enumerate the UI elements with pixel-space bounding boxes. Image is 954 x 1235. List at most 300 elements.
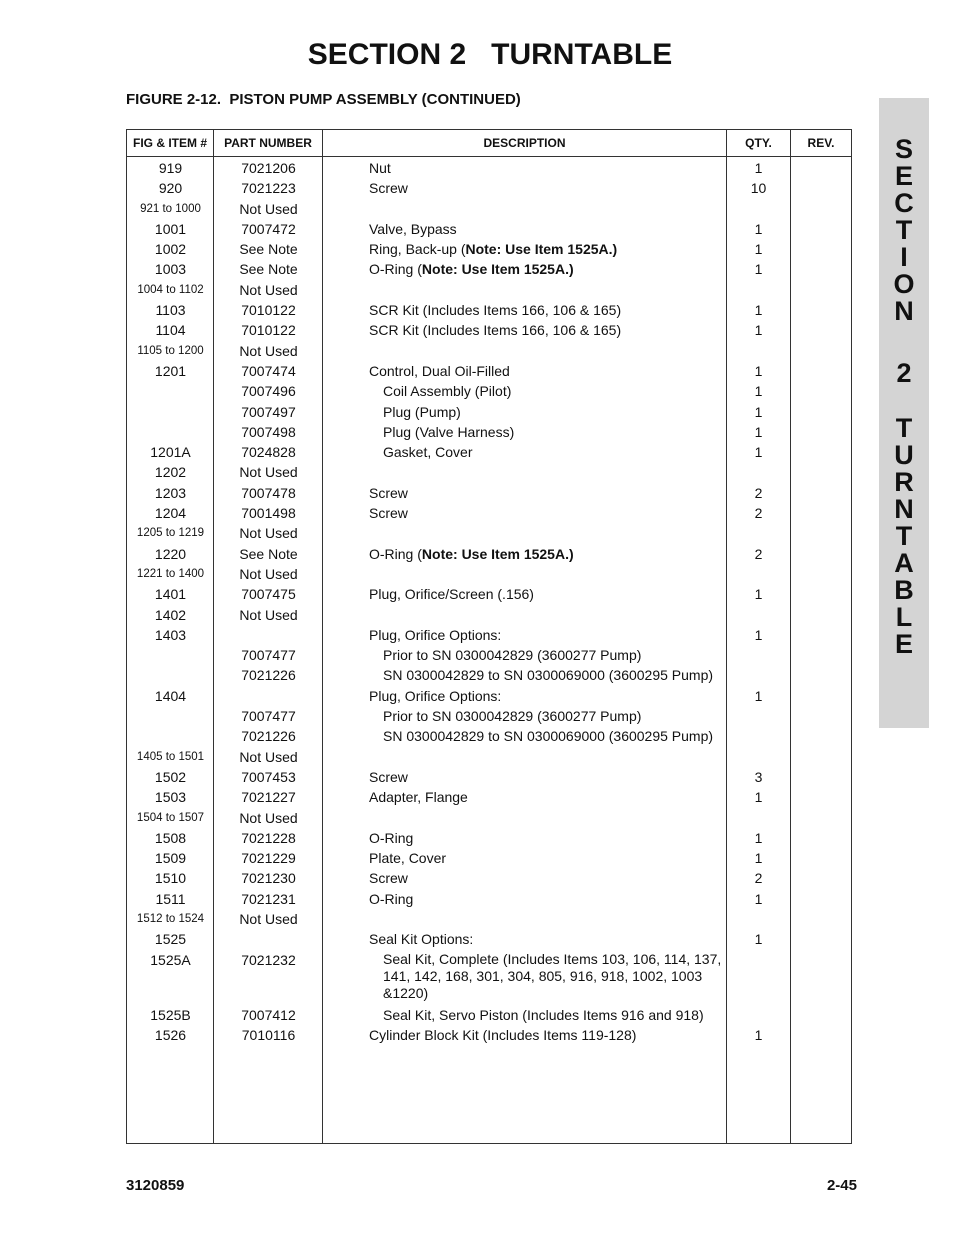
description-text: Gasket, Cover [383, 444, 473, 461]
cell-description [323, 199, 727, 219]
description-text: Prior to SN 0300042829 (3600277 Pump) [383, 647, 642, 664]
cell-part-number [214, 686, 323, 706]
cell-description [323, 909, 727, 929]
cell-qty [727, 462, 791, 482]
cell-qty: 1 [754, 829, 763, 846]
cell-part-number: 7024828 [241, 444, 296, 461]
parts-table [126, 129, 852, 1144]
cell-description [323, 381, 727, 401]
sidebar-letter: C [894, 188, 914, 218]
description-text: Seal Kit, Complete (Includes Items 103, 106, 114, 137, 141, 142, 168, 301, 304, 805, 916, 918, 1002, 1003 &1220) [383, 950, 722, 1001]
sidebar-letter: E [894, 629, 913, 659]
cell-fig-item: 1405 to 1501 [136, 750, 205, 763]
cell-description [323, 828, 727, 848]
cell-qty: 2 [754, 484, 763, 501]
cell-part-number: 7007477 [241, 708, 296, 725]
cell-rev [791, 726, 851, 746]
cell-rev [791, 1005, 851, 1025]
cell-fig-item: 921 to 1000 [140, 202, 201, 215]
cell-part-number: Not Used [239, 565, 298, 582]
header-qty: QTY. [745, 136, 772, 150]
cell-part-number: 7021228 [241, 829, 296, 846]
cell-part-number: Not Used [239, 910, 298, 927]
cell-rev [791, 767, 851, 787]
sidebar-letter: S [894, 134, 913, 164]
cell-part-number: 7021229 [241, 850, 296, 867]
cell-part-number: 7007498 [241, 423, 296, 440]
description-note: Note: Use Item 1525A.) [421, 545, 574, 562]
sidebar-letter: N [894, 494, 914, 524]
cell-fig-item: 1403 [154, 626, 187, 643]
cell-fig-item: 1202 [154, 464, 187, 481]
table-row [127, 1005, 851, 1025]
cell-rev [791, 341, 851, 361]
cell-description [323, 584, 727, 604]
sidebar-letter: T [895, 413, 913, 443]
cell-description [323, 1005, 727, 1025]
figure-title: FIGURE 2-12. PISTON PUMP ASSEMBLY (CONTINUED) [126, 91, 521, 108]
cell-part-number: 7021230 [241, 870, 296, 887]
cell-fig-item: 1525A [150, 951, 191, 968]
table-row [127, 219, 851, 239]
cell-part-number: 7010122 [241, 322, 296, 339]
table-body [127, 158, 851, 1045]
table-row [127, 584, 851, 604]
cell-part-number: See Note [239, 241, 298, 258]
cell-part-number: 7007453 [241, 768, 296, 785]
table-row [127, 645, 851, 665]
table-row [127, 787, 851, 807]
cell-qty: 1 [754, 261, 763, 278]
description-text: Screw [369, 505, 408, 522]
description-text: SN 0300042829 to SN 0300069000 (3600295 Pump) [383, 667, 714, 684]
description-text: O-Ring [369, 890, 414, 907]
cell-part-number: Not Used [239, 200, 298, 217]
cell-qty: 10 [750, 180, 767, 197]
cell-fig-item: 919 [158, 160, 183, 176]
table-row [127, 929, 851, 949]
cell-fig-item: 1508 [154, 829, 187, 846]
cell-rev [791, 889, 851, 909]
cell-rev [791, 158, 851, 178]
description-text: Seal Kit Options: [369, 931, 474, 948]
cell-description [323, 442, 727, 462]
description-note: Note: Use Item 1525A.) [465, 241, 618, 258]
cell-rev [791, 686, 851, 706]
cell-qty: 1 [754, 403, 763, 420]
section-sidebar-tab [879, 98, 929, 728]
description-text: Plug, Orifice/Screen (.156) [369, 586, 534, 603]
cell-description [323, 341, 727, 361]
cell-qty: 1 [754, 931, 763, 948]
cell-qty: 1 [754, 1026, 763, 1043]
cell-part-number: Not Used [239, 606, 298, 623]
cell-part-number: 7007412 [241, 1006, 296, 1023]
cell-fig-item: 1004 to 1102 [137, 283, 204, 296]
header-divider [127, 156, 851, 157]
cell-fig-item [127, 422, 214, 442]
description-text: Valve, Bypass [369, 220, 457, 237]
cell-qty [727, 341, 791, 361]
cell-part-number: 7021231 [241, 890, 296, 907]
cell-part-number: 7021227 [241, 789, 296, 806]
cell-fig-item: 1002 [154, 241, 187, 258]
header-part-number: PART NUMBER [224, 136, 312, 150]
cell-qty: 1 [754, 322, 763, 339]
cell-rev [791, 259, 851, 279]
description-text: Seal Kit, Servo Piston (Includes Items 916 and 918) [383, 1006, 704, 1023]
cell-qty: 1 [754, 626, 763, 643]
table-row [127, 178, 851, 198]
cell-fig-item [127, 402, 214, 422]
description-text: SCR Kit (Includes Items 166, 106 & 165) [369, 322, 622, 339]
cell-qty [727, 199, 791, 219]
cell-qty [727, 605, 791, 625]
cell-qty: 1 [754, 850, 763, 867]
description-text: Screw [369, 768, 408, 785]
table-row [127, 158, 851, 178]
cell-fig-item: 920 [158, 180, 183, 197]
cell-qty [727, 1005, 791, 1025]
cell-description [323, 158, 727, 178]
cell-rev [791, 706, 851, 726]
cell-fig-item: 1103 [155, 302, 186, 319]
sidebar-letter: T [895, 521, 913, 551]
table-row [127, 950, 851, 1005]
table-row [127, 523, 851, 543]
cell-fig-item [127, 645, 214, 665]
description-text: Plate, Cover [369, 850, 447, 867]
description-text: O-Ring ( [369, 261, 422, 278]
cell-description [323, 462, 727, 482]
cell-fig-item [127, 706, 214, 726]
description-text: Cylinder Block Kit (Includes Items 119-128) [369, 1026, 637, 1043]
cell-part-number: 7001498 [241, 505, 296, 522]
table-row [127, 300, 851, 320]
table-row [127, 767, 851, 787]
cell-part-number: 7010116 [241, 1026, 296, 1043]
cell-fig-item: 1504 to 1507 [136, 811, 205, 824]
cell-part-number: Not Used [239, 342, 298, 359]
header-fig-item: FIG & ITEM # [132, 136, 207, 150]
sidebar-letter: O [893, 269, 915, 299]
cell-part-number: Not Used [239, 525, 298, 542]
cell-rev [791, 523, 851, 543]
cell-qty [727, 950, 791, 1005]
cell-description [323, 239, 727, 259]
sidebar-letter: B [894, 575, 914, 605]
cell-part-number: 7007475 [241, 586, 296, 603]
cell-qty: 2 [754, 505, 763, 522]
table-row [127, 564, 851, 584]
cell-rev [791, 808, 851, 828]
cell-description [323, 483, 727, 503]
cell-fig-item: 1526 [154, 1026, 187, 1043]
cell-qty: 1 [754, 444, 763, 461]
table-row [127, 280, 851, 300]
cell-description [323, 605, 727, 625]
cell-description [323, 787, 727, 807]
cell-rev [791, 828, 851, 848]
cell-qty: 1 [754, 241, 763, 258]
description-text: Ring, Back-up ( [369, 241, 466, 258]
cell-rev [791, 442, 851, 462]
cell-fig-item: 1510 [154, 870, 187, 887]
cell-qty [727, 280, 791, 300]
description-text: Control, Dual Oil-Filled [369, 362, 510, 379]
cell-description [323, 706, 727, 726]
cell-rev [791, 361, 851, 381]
description-text: Nut [369, 160, 391, 176]
cell-part-number: 7007497 [241, 403, 296, 420]
cell-fig-item: 1402 [154, 606, 187, 623]
cell-part-number: 7007477 [241, 647, 296, 664]
cell-qty [727, 665, 791, 685]
description-text: Screw [369, 180, 408, 197]
cell-fig-item: 1104 [155, 322, 186, 339]
table-row [127, 1025, 851, 1045]
sidebar-letter: A [894, 548, 914, 578]
cell-rev [791, 280, 851, 300]
cell-rev [791, 848, 851, 868]
cell-description [323, 950, 727, 1005]
cell-fig-item: 1503 [154, 789, 187, 806]
cell-description [323, 889, 727, 909]
cell-rev [791, 239, 851, 259]
cell-fig-item: 1203 [154, 484, 187, 501]
cell-part-number: 7007478 [241, 484, 296, 501]
cell-part-number: See Note [239, 261, 298, 278]
cell-part-number: 7007472 [241, 220, 296, 237]
table-row [127, 199, 851, 219]
cell-qty [727, 564, 791, 584]
sidebar-letter: T [895, 215, 913, 245]
table-row [127, 239, 851, 259]
cell-rev [791, 422, 851, 442]
sidebar-letter: R [894, 467, 914, 497]
cell-rev [791, 300, 851, 320]
description-note: Note: Use Item 1525A.) [421, 261, 574, 278]
cell-description [323, 320, 727, 340]
table-row [127, 381, 851, 401]
cell-fig-item: 1525B [150, 1006, 191, 1023]
cell-description [323, 665, 727, 685]
cell-description [323, 645, 727, 665]
cell-rev [791, 787, 851, 807]
table-row [127, 625, 851, 645]
cell-description [323, 178, 727, 198]
sidebar-letter: 2 [896, 358, 912, 388]
cell-description [323, 422, 727, 442]
table-row [127, 868, 851, 888]
cell-part-number: 7021206 [241, 160, 296, 176]
cell-qty: 1 [754, 890, 763, 907]
cell-rev [791, 320, 851, 340]
description-text: Prior to SN 0300042829 (3600277 Pump) [383, 708, 642, 725]
cell-part-number: Not Used [239, 809, 298, 826]
cell-part-number: Not Used [239, 748, 298, 765]
cell-description [323, 300, 727, 320]
cell-part-number: See Note [239, 545, 298, 562]
cell-description [323, 219, 727, 239]
sidebar-letter: I [900, 242, 908, 272]
table-row [127, 361, 851, 381]
cell-description [323, 686, 727, 706]
cell-qty: 1 [754, 687, 763, 704]
cell-description [323, 747, 727, 767]
cell-part-number [214, 625, 323, 645]
cell-fig-item: 1509 [154, 850, 187, 867]
table-row [127, 442, 851, 462]
table-row [127, 686, 851, 706]
cell-part-number: Not Used [239, 281, 298, 298]
cell-qty: 2 [754, 870, 763, 887]
cell-part-number: 7007474 [241, 362, 296, 379]
cell-rev [791, 584, 851, 604]
cell-qty: 1 [754, 586, 763, 603]
cell-fig-item: 1511 [155, 890, 186, 907]
cell-rev [791, 178, 851, 198]
cell-description [323, 625, 727, 645]
cell-fig-item: 1205 to 1219 [136, 527, 205, 540]
cell-description [323, 1025, 727, 1045]
cell-qty [727, 706, 791, 726]
header-description: DESCRIPTION [483, 136, 566, 150]
cell-qty [727, 645, 791, 665]
cell-qty [727, 726, 791, 746]
cell-part-number: 7021226 [241, 667, 296, 684]
sidebar-letter: U [894, 440, 914, 470]
cell-rev [791, 544, 851, 564]
table-row [127, 848, 851, 868]
cell-rev [791, 1025, 851, 1045]
cell-fig-item: 1404 [154, 687, 187, 704]
cell-part-number: 7021223 [241, 180, 296, 197]
cell-rev [791, 929, 851, 949]
cell-rev [791, 199, 851, 219]
description-text: Plug, Orifice Options: [369, 626, 502, 643]
table-row [127, 422, 851, 442]
cell-description [323, 929, 727, 949]
cell-rev [791, 625, 851, 645]
cell-fig-item: 1220 [154, 545, 187, 562]
page-number: 2-45 [826, 1177, 857, 1194]
cell-description [323, 868, 727, 888]
cell-rev [791, 605, 851, 625]
cell-fig-item: 1201 [154, 362, 187, 379]
cell-qty [727, 523, 791, 543]
cell-description [323, 361, 727, 381]
cell-qty [727, 747, 791, 767]
table-row [127, 544, 851, 564]
cell-part-number: 7021232 [241, 951, 296, 968]
cell-qty: 1 [754, 160, 763, 176]
cell-part-number [214, 929, 323, 949]
description-text: SCR Kit (Includes Items 166, 106 & 165) [369, 302, 622, 319]
document-number: 3120859 [126, 1177, 185, 1194]
cell-rev [791, 665, 851, 685]
cell-part-number: 7007496 [241, 383, 296, 400]
cell-qty: 2 [754, 545, 763, 562]
cell-rev [791, 950, 851, 1005]
cell-description [323, 259, 727, 279]
cell-rev [791, 868, 851, 888]
cell-fig-item: 1105 to 1200 [137, 344, 204, 357]
description-text: Screw [369, 870, 408, 887]
cell-rev [791, 747, 851, 767]
table-row [127, 909, 851, 929]
cell-rev [791, 462, 851, 482]
cell-description [323, 523, 727, 543]
cell-description [323, 726, 727, 746]
description-text: O-Ring [369, 829, 414, 846]
description-text: O-Ring ( [369, 545, 422, 562]
cell-rev [791, 909, 851, 929]
cell-part-number: 7010122 [241, 302, 296, 319]
cell-qty [727, 808, 791, 828]
cell-fig-item: 1221 to 1400 [136, 567, 205, 580]
sidebar-letter: L [895, 602, 913, 632]
cell-description [323, 503, 727, 523]
description-text: SN 0300042829 to SN 0300069000 (3600295 Pump) [383, 728, 714, 745]
cell-qty [727, 909, 791, 929]
cell-qty: 3 [754, 768, 763, 785]
cell-description [323, 544, 727, 564]
sidebar-letter: E [894, 161, 913, 191]
table-row [127, 259, 851, 279]
cell-fig-item: 1201A [150, 444, 191, 461]
table-row [127, 483, 851, 503]
cell-fig-item: 1003 [154, 261, 187, 278]
cell-fig-item [127, 381, 214, 401]
page-title: SECTION 2 TURNTABLE [307, 38, 673, 71]
cell-qty: 1 [754, 383, 763, 400]
table-row [127, 402, 851, 422]
table-row [127, 503, 851, 523]
table-row [127, 462, 851, 482]
cell-fig-item [127, 726, 214, 746]
description-text: Plug (Pump) [383, 403, 461, 420]
table-row [127, 726, 851, 746]
cell-rev [791, 381, 851, 401]
description-text: Adapter, Flange [369, 789, 468, 806]
description-text: Plug (Valve Harness) [383, 423, 515, 440]
cell-qty: 1 [754, 302, 763, 319]
cell-description [323, 564, 727, 584]
cell-description [323, 848, 727, 868]
description-text: Screw [369, 484, 408, 501]
cell-rev [791, 503, 851, 523]
table-row [127, 341, 851, 361]
table-row [127, 828, 851, 848]
cell-rev [791, 402, 851, 422]
cell-fig-item [127, 665, 214, 685]
table-row [127, 605, 851, 625]
cell-description [323, 280, 727, 300]
table-row [127, 320, 851, 340]
description-text: Coil Assembly (Pilot) [383, 383, 512, 400]
cell-qty: 1 [754, 220, 763, 237]
cell-rev [791, 483, 851, 503]
description-text: Plug, Orifice Options: [369, 687, 502, 704]
cell-description [323, 767, 727, 787]
cell-fig-item: 1204 [154, 505, 187, 522]
cell-qty: 1 [754, 423, 763, 440]
table-row [127, 808, 851, 828]
cell-description [323, 808, 727, 828]
table-row [127, 706, 851, 726]
cell-qty: 1 [754, 362, 763, 379]
